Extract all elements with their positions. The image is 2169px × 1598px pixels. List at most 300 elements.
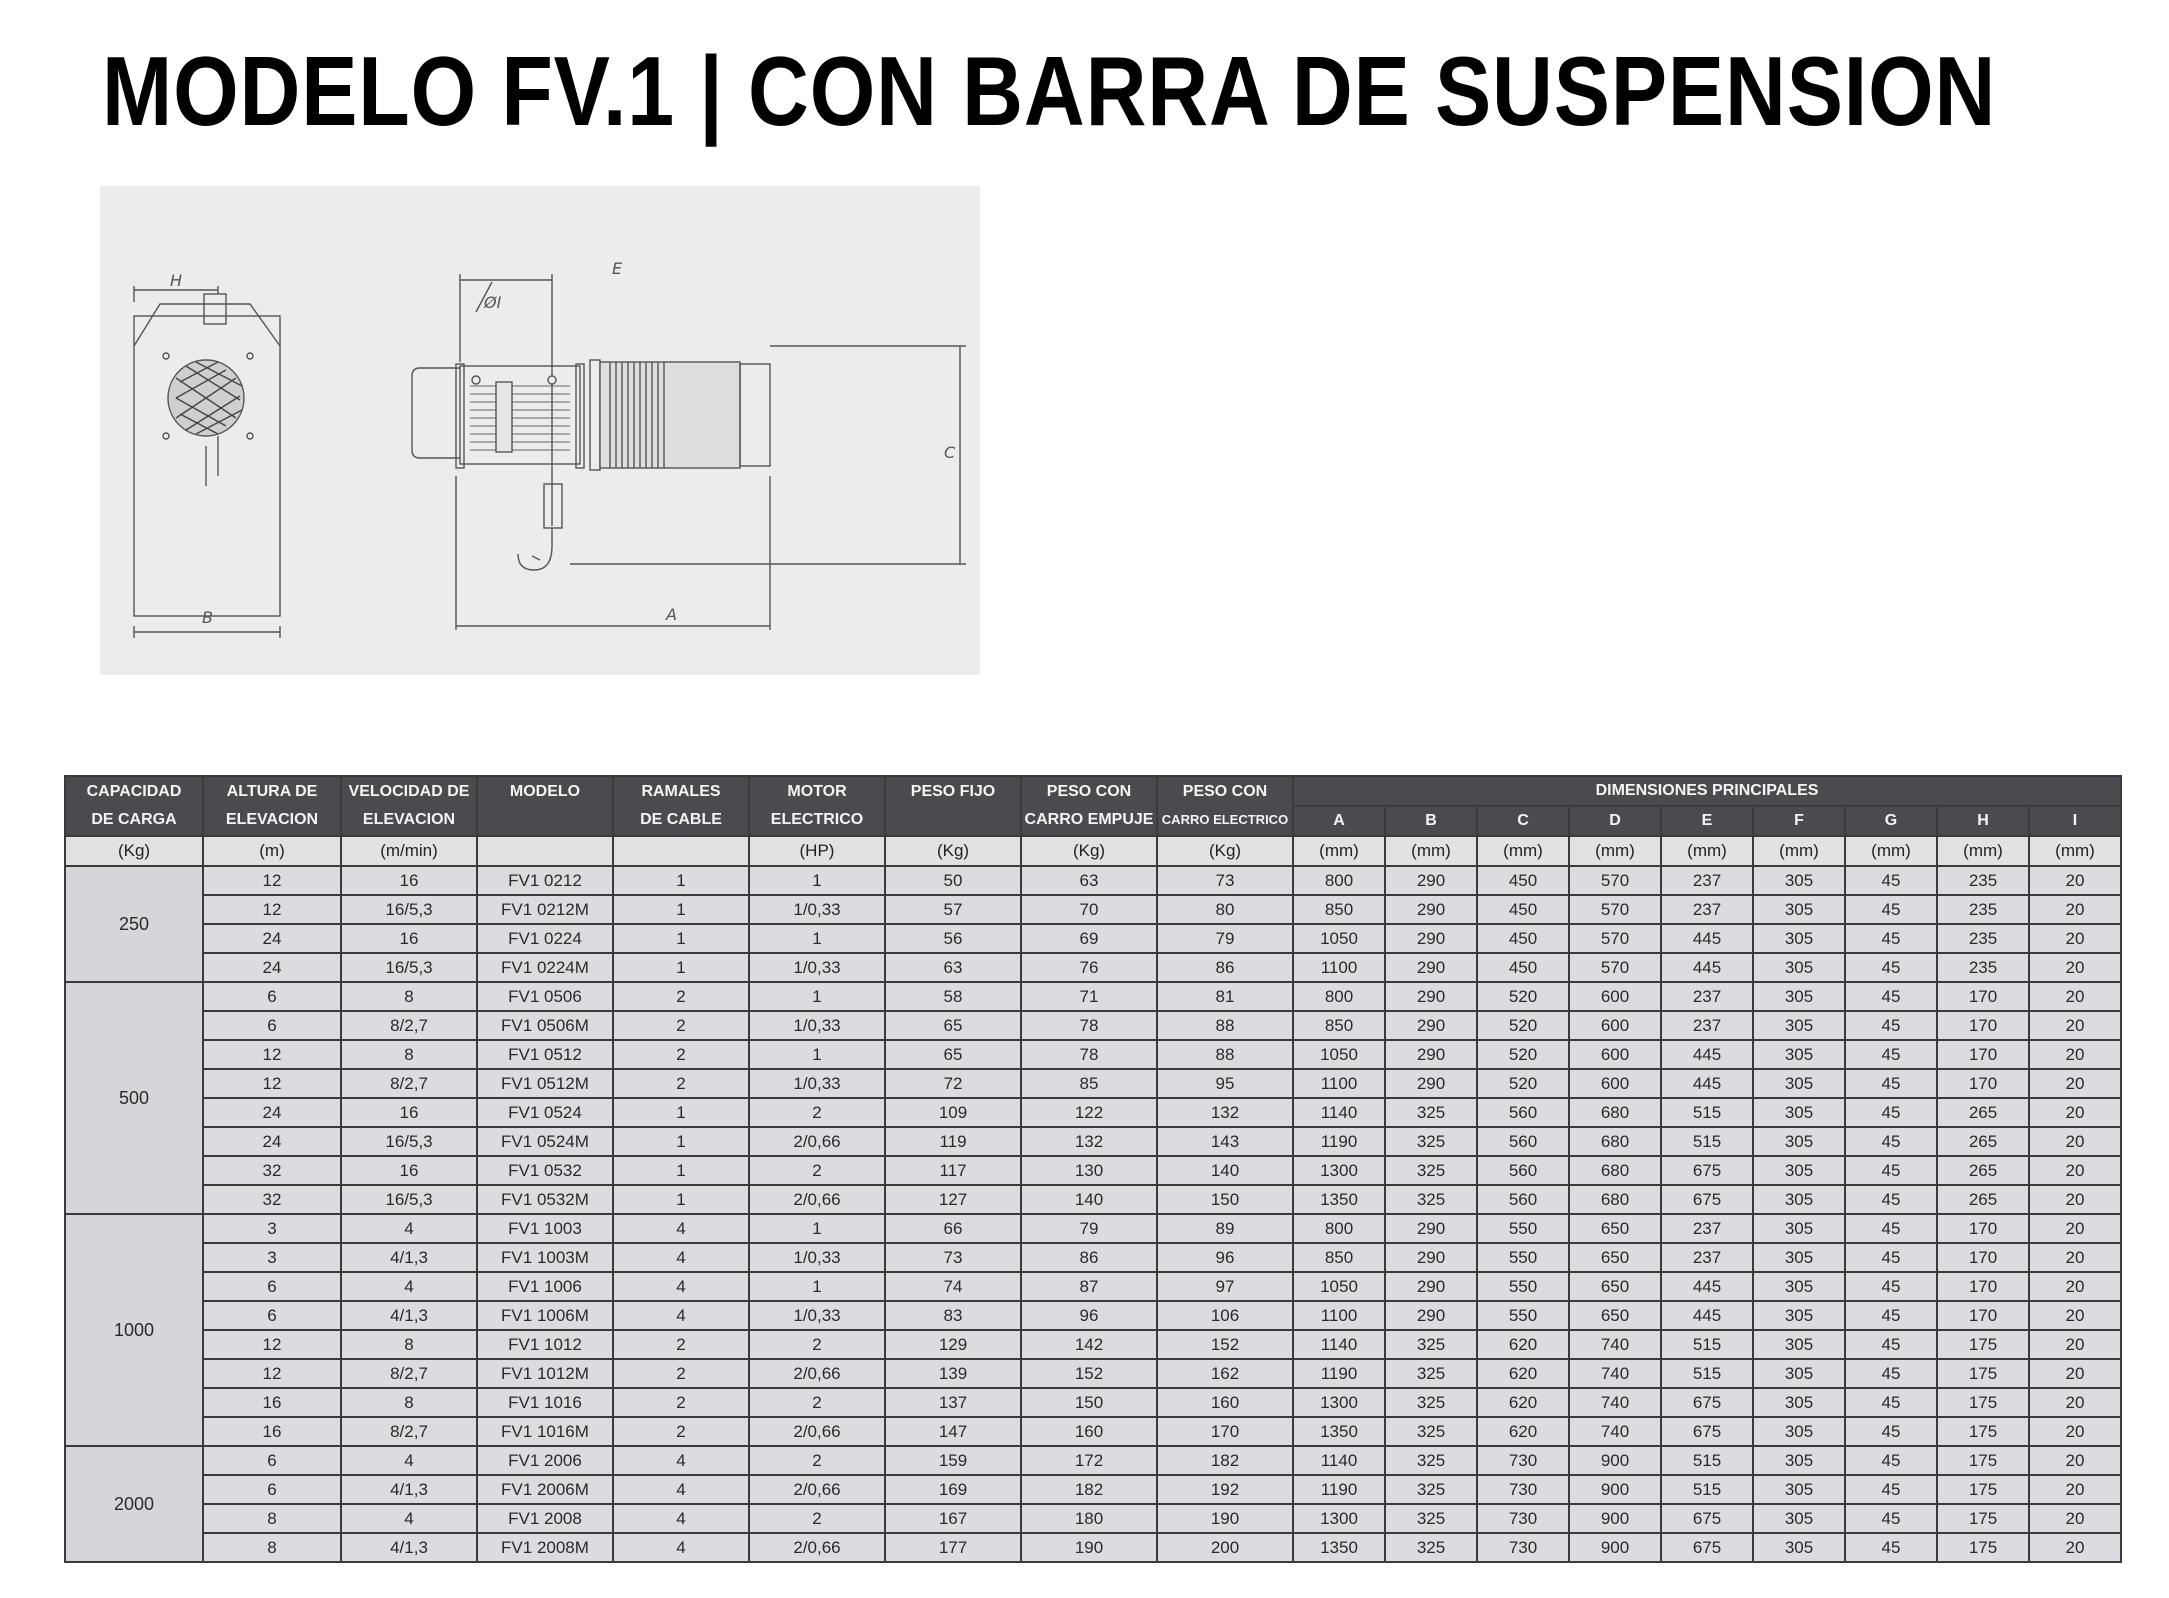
table-cell: 8/2,7: [341, 1011, 477, 1040]
table-cell: 900: [1569, 1475, 1661, 1504]
table-cell: 325: [1385, 1359, 1477, 1388]
table-cell: 290: [1385, 953, 1477, 982]
table-cell: 650: [1569, 1243, 1661, 1272]
table-cell: 4: [613, 1504, 749, 1533]
table-cell: 20: [2029, 1504, 2121, 1533]
table-cell: 4: [341, 1504, 477, 1533]
table-cell: 600: [1569, 1040, 1661, 1069]
table-cell: 290: [1385, 866, 1477, 895]
table-cell: 20: [2029, 1301, 2121, 1330]
table-cell: 1: [613, 895, 749, 924]
table-cell: 79: [1157, 924, 1293, 953]
table-cell: 1190: [1293, 1475, 1385, 1504]
table-cell: 170: [1937, 982, 2029, 1011]
table-cell: 20: [2029, 1417, 2121, 1446]
table-cell: FV1 1006: [477, 1272, 613, 1301]
table-cell: 2: [613, 1069, 749, 1098]
table-cell: 1190: [1293, 1359, 1385, 1388]
table-cell: FV1 0512: [477, 1040, 613, 1069]
table-cell: 1350: [1293, 1417, 1385, 1446]
table-cell: 570: [1569, 953, 1661, 982]
table-row: [65, 1417, 2121, 1446]
table-cell: FV1 1016: [477, 1388, 613, 1417]
table-cell: 16: [203, 1388, 341, 1417]
table-cell: FV1 2006: [477, 1446, 613, 1475]
table-cell: 675: [1661, 1533, 1753, 1562]
table-cell: 175: [1937, 1417, 2029, 1446]
table-row: [65, 1185, 2121, 1214]
table-cell: 550: [1477, 1272, 1569, 1301]
table-cell: 550: [1477, 1243, 1569, 1272]
table-cell: 45: [1845, 1127, 1937, 1156]
table-cell: 550: [1477, 1214, 1569, 1243]
capacity-cell: 500: [65, 982, 203, 1214]
table-cell: 45: [1845, 953, 1937, 982]
table-cell: 450: [1477, 924, 1569, 953]
dim-label-phi-i: ØI: [484, 293, 502, 312]
table-cell: FV1 1016M: [477, 1417, 613, 1446]
table-cell: 620: [1477, 1388, 1569, 1417]
table-cell: FV1 1006M: [477, 1301, 613, 1330]
table-cell: 66: [885, 1214, 1021, 1243]
table-cell: 12: [203, 1040, 341, 1069]
table-cell: 2: [613, 1359, 749, 1388]
table-cell: 20: [2029, 1388, 2121, 1417]
table-cell: 192: [1157, 1475, 1293, 1504]
table-cell: 45: [1845, 1533, 1937, 1562]
capacity-cell: 250: [65, 866, 203, 982]
table-cell: 1050: [1293, 924, 1385, 953]
table-cell: 24: [203, 1098, 341, 1127]
table-cell: 1: [749, 982, 885, 1011]
table-row: [65, 895, 2121, 924]
table-cell: 2/0,66: [749, 1359, 885, 1388]
table-cell: 65: [885, 1040, 1021, 1069]
table-cell: 265: [1937, 1185, 2029, 1214]
table-cell: 170: [1937, 1301, 2029, 1330]
table-cell: 4: [613, 1243, 749, 1272]
table-cell: 325: [1385, 1127, 1477, 1156]
table-cell: 4: [613, 1301, 749, 1330]
table-cell: 325: [1385, 1475, 1477, 1504]
table-cell: 132: [1021, 1127, 1157, 1156]
table-cell: 32: [203, 1185, 341, 1214]
table-row: [65, 924, 2121, 953]
table-cell: 97: [1157, 1272, 1293, 1301]
table-cell: 6: [203, 1011, 341, 1040]
table-cell: 550: [1477, 1301, 1569, 1330]
table-cell: 72: [885, 1069, 1021, 1098]
table-cell: 800: [1293, 1214, 1385, 1243]
table-row: [65, 1243, 2121, 1272]
table-cell: FV1 0532M: [477, 1185, 613, 1214]
table-cell: 16/5,3: [341, 895, 477, 924]
header-ramales: RAMALES DE CABLE: [613, 776, 749, 836]
table-cell: 190: [1157, 1504, 1293, 1533]
table-cell: 515: [1661, 1098, 1753, 1127]
table-cell: 45: [1845, 1446, 1937, 1475]
table-row: [65, 1011, 2121, 1040]
table-cell: 12: [203, 1069, 341, 1098]
table-cell: 570: [1569, 924, 1661, 953]
table-cell: 305: [1753, 895, 1845, 924]
table-cell: 6: [203, 1272, 341, 1301]
hoist-diagram: [100, 186, 980, 675]
table-cell: 20: [2029, 1156, 2121, 1185]
table-cell: 16: [203, 1417, 341, 1446]
header-dimensiones: DIMENSIONES PRINCIPALES: [1293, 776, 2121, 806]
table-cell: 450: [1477, 866, 1569, 895]
header-dim-i: I: [2029, 806, 2121, 836]
table-cell: 96: [1157, 1243, 1293, 1272]
table-row: [65, 1301, 2121, 1330]
table-cell: 520: [1477, 1011, 1569, 1040]
table-cell: 305: [1753, 1388, 1845, 1417]
table-cell: 730: [1477, 1504, 1569, 1533]
table-cell: 290: [1385, 1272, 1477, 1301]
table-cell: 160: [1021, 1417, 1157, 1446]
table-cell: 45: [1845, 1243, 1937, 1272]
table-cell: 570: [1569, 895, 1661, 924]
table-cell: 45: [1845, 1475, 1937, 1504]
table-cell: 2: [613, 1040, 749, 1069]
table-cell: 175: [1937, 1388, 2029, 1417]
table-cell: 8: [341, 1388, 477, 1417]
table-cell: FV1 2008M: [477, 1533, 613, 1562]
table-cell: 237: [1661, 1214, 1753, 1243]
table-cell: 20: [2029, 1011, 2121, 1040]
table-cell: 515: [1661, 1359, 1753, 1388]
table-cell: 2/0,66: [749, 1417, 885, 1446]
table-cell: 620: [1477, 1417, 1569, 1446]
table-cell: 305: [1753, 953, 1845, 982]
table-cell: 290: [1385, 1011, 1477, 1040]
table-cell: 170: [1937, 1214, 2029, 1243]
table-cell: 325: [1385, 1388, 1477, 1417]
table-cell: 16: [341, 924, 477, 953]
table-cell: 305: [1753, 1098, 1845, 1127]
table-cell: 235: [1937, 866, 2029, 895]
table-cell: 325: [1385, 1446, 1477, 1475]
table-cell: 265: [1937, 1127, 2029, 1156]
table-cell: 143: [1157, 1127, 1293, 1156]
table-row: [65, 1330, 2121, 1359]
table-cell: 1350: [1293, 1185, 1385, 1214]
table-cell: 305: [1753, 1243, 1845, 1272]
table-cell: 50: [885, 866, 1021, 895]
table-cell: 80: [1157, 895, 1293, 924]
table-cell: 150: [1021, 1388, 1157, 1417]
table-cell: 45: [1845, 1098, 1937, 1127]
table-cell: 8: [203, 1504, 341, 1533]
table-cell: 175: [1937, 1504, 2029, 1533]
table-cell: 16: [341, 1098, 477, 1127]
table-cell: 45: [1845, 1185, 1937, 1214]
table-cell: 45: [1845, 924, 1937, 953]
table-cell: FV1 1012M: [477, 1359, 613, 1388]
table-cell: 1/0,33: [749, 1069, 885, 1098]
table-cell: 20: [2029, 1359, 2121, 1388]
unit-cell: (mm): [2029, 836, 2121, 866]
table-cell: 4/1,3: [341, 1301, 477, 1330]
table-cell: 20: [2029, 1446, 2121, 1475]
table-cell: 95: [1157, 1069, 1293, 1098]
table-cell: 2: [749, 1388, 885, 1417]
table-cell: 237: [1661, 982, 1753, 1011]
table-cell: 450: [1477, 895, 1569, 924]
table-cell: 20: [2029, 1243, 2121, 1272]
table-cell: 63: [1021, 866, 1157, 895]
table-cell: 1300: [1293, 1504, 1385, 1533]
table-cell: 740: [1569, 1388, 1661, 1417]
table-cell: 650: [1569, 1272, 1661, 1301]
table-cell: FV1 0212: [477, 866, 613, 895]
table-cell: 740: [1569, 1330, 1661, 1359]
table-cell: 1050: [1293, 1272, 1385, 1301]
header-peso-fijo: PESO FIJO: [885, 776, 1021, 836]
table-cell: 850: [1293, 1011, 1385, 1040]
table-cell: 65: [885, 1011, 1021, 1040]
table-cell: 147: [885, 1417, 1021, 1446]
table-cell: 6: [203, 1446, 341, 1475]
table-cell: 235: [1937, 953, 2029, 982]
table-cell: 167: [885, 1504, 1021, 1533]
capacity-cell: 2000: [65, 1446, 203, 1562]
table-cell: 85: [1021, 1069, 1157, 1098]
table-cell: 620: [1477, 1330, 1569, 1359]
table-cell: FV1 0532: [477, 1156, 613, 1185]
table-cell: 850: [1293, 1243, 1385, 1272]
table-cell: 119: [885, 1127, 1021, 1156]
header-dim-f: F: [1753, 806, 1845, 836]
table-cell: 675: [1661, 1185, 1753, 1214]
table-cell: 570: [1569, 866, 1661, 895]
table-cell: 69: [1021, 924, 1157, 953]
table-row: [65, 1127, 2121, 1156]
table-cell: 1/0,33: [749, 1011, 885, 1040]
table-cell: 680: [1569, 1098, 1661, 1127]
table-cell: 32: [203, 1156, 341, 1185]
table-cell: 560: [1477, 1156, 1569, 1185]
table-cell: 96: [1021, 1301, 1157, 1330]
table-cell: 142: [1021, 1330, 1157, 1359]
table-cell: 1/0,33: [749, 953, 885, 982]
header-dim-d: D: [1569, 806, 1661, 836]
table-row: [65, 1359, 2121, 1388]
table-cell: 88: [1157, 1011, 1293, 1040]
table-cell: 106: [1157, 1301, 1293, 1330]
unit-cell: (m/min): [341, 836, 477, 866]
table-cell: 140: [1021, 1185, 1157, 1214]
header-dim-b: B: [1385, 806, 1477, 836]
table-cell: 63: [885, 953, 1021, 982]
table-cell: 237: [1661, 866, 1753, 895]
header-peso-electrico: PESO CON CARRO ELECTRICO: [1157, 776, 1293, 836]
table-cell: 325: [1385, 1504, 1477, 1533]
header-altura: ALTURA DE ELEVACION: [203, 776, 341, 836]
table-cell: 515: [1661, 1330, 1753, 1359]
table-cell: 680: [1569, 1127, 1661, 1156]
table-cell: 109: [885, 1098, 1021, 1127]
header-dim-g: G: [1845, 806, 1937, 836]
table-cell: 45: [1845, 1504, 1937, 1533]
header-motor: MOTOR ELECTRICO: [749, 776, 885, 836]
table-cell: FV1 2008: [477, 1504, 613, 1533]
table-cell: 290: [1385, 895, 1477, 924]
table-cell: 900: [1569, 1533, 1661, 1562]
table-cell: 2: [749, 1504, 885, 1533]
table-cell: 1: [613, 1127, 749, 1156]
table-cell: FV1 0506: [477, 982, 613, 1011]
table-cell: 20: [2029, 1475, 2121, 1504]
table-cell: 20: [2029, 953, 2121, 982]
table-cell: 45: [1845, 895, 1937, 924]
table-row: [65, 1475, 2121, 1504]
table-cell: 78: [1021, 1040, 1157, 1069]
table-cell: 16/5,3: [341, 1127, 477, 1156]
table-cell: 74: [885, 1272, 1021, 1301]
table-row: [65, 1156, 2121, 1185]
table-cell: 305: [1753, 1214, 1845, 1243]
unit-cell: (Kg): [885, 836, 1021, 866]
table-cell: 1100: [1293, 1069, 1385, 1098]
table-cell: 305: [1753, 1446, 1845, 1475]
table-cell: 305: [1753, 1330, 1845, 1359]
header-peso-empuje: PESO CON CARRO EMPUJE: [1021, 776, 1157, 836]
table-cell: 45: [1845, 1417, 1937, 1446]
table-cell: 1300: [1293, 1156, 1385, 1185]
table-cell: 170: [1937, 1243, 2029, 1272]
table-cell: 4: [613, 1446, 749, 1475]
table-row: [65, 1446, 2121, 1475]
table-row: [65, 953, 2121, 982]
table-cell: 122: [1021, 1098, 1157, 1127]
table-cell: 237: [1661, 1011, 1753, 1040]
table-cell: 1300: [1293, 1388, 1385, 1417]
table-cell: 235: [1937, 895, 2029, 924]
table-cell: 83: [885, 1301, 1021, 1330]
table-cell: FV1 0224: [477, 924, 613, 953]
table-cell: 325: [1385, 1098, 1477, 1127]
table-cell: 8/2,7: [341, 1069, 477, 1098]
page-title: MODELO FV.1 | CON BARRA DE SUSPENSION: [102, 36, 1997, 146]
table-cell: 137: [885, 1388, 1021, 1417]
front-view-frame: [460, 366, 580, 464]
table-cell: 170: [1937, 1040, 2029, 1069]
capacity-cell: 1000: [65, 1214, 203, 1446]
table-cell: 20: [2029, 866, 2121, 895]
table-cell: 16: [341, 1156, 477, 1185]
unit-cell: (mm): [1293, 836, 1385, 866]
table-cell: 160: [1157, 1388, 1293, 1417]
table-cell: 20: [2029, 1127, 2121, 1156]
table-cell: 2/0,66: [749, 1185, 885, 1214]
table-cell: FV1 0512M: [477, 1069, 613, 1098]
table-cell: 130: [1021, 1156, 1157, 1185]
table-cell: 3: [203, 1243, 341, 1272]
table-cell: FV1 1003: [477, 1214, 613, 1243]
table-cell: 290: [1385, 1301, 1477, 1330]
table-cell: 12: [203, 1330, 341, 1359]
table-cell: 8: [203, 1533, 341, 1562]
table-cell: 730: [1477, 1446, 1569, 1475]
table-cell: 650: [1569, 1214, 1661, 1243]
table-cell: 290: [1385, 1243, 1477, 1272]
specifications-table: [64, 775, 2122, 1563]
table-cell: 129: [885, 1330, 1021, 1359]
table-cell: 1: [749, 1272, 885, 1301]
table-cell: 325: [1385, 1533, 1477, 1562]
table-cell: 45: [1845, 1359, 1937, 1388]
spec-table-container: [64, 775, 2122, 1563]
table-cell: FV1 1003M: [477, 1243, 613, 1272]
table-cell: 2/0,66: [749, 1475, 885, 1504]
table-cell: 1: [613, 1156, 749, 1185]
table-cell: FV1 2006M: [477, 1475, 613, 1504]
table-cell: 1/0,33: [749, 1243, 885, 1272]
table-cell: 600: [1569, 982, 1661, 1011]
table-row: [65, 1272, 2121, 1301]
table-cell: 450: [1477, 953, 1569, 982]
table-cell: 900: [1569, 1446, 1661, 1475]
table-cell: 2: [613, 1388, 749, 1417]
unit-cell: (HP): [749, 836, 885, 866]
table-cell: 56: [885, 924, 1021, 953]
table-cell: 1/0,33: [749, 1301, 885, 1330]
table-cell: 4: [613, 1475, 749, 1504]
table-cell: 1100: [1293, 1301, 1385, 1330]
table-cell: 175: [1937, 1359, 2029, 1388]
table-cell: 305: [1753, 924, 1845, 953]
table-cell: 290: [1385, 924, 1477, 953]
table-cell: 182: [1157, 1446, 1293, 1475]
table-cell: 45: [1845, 1040, 1937, 1069]
table-cell: 8: [341, 982, 477, 1011]
table-cell: 2: [749, 1156, 885, 1185]
table-cell: 560: [1477, 1185, 1569, 1214]
table-cell: 560: [1477, 1127, 1569, 1156]
table-cell: 4: [613, 1214, 749, 1243]
table-cell: 730: [1477, 1533, 1569, 1562]
table-cell: 445: [1661, 1069, 1753, 1098]
table-cell: 305: [1753, 982, 1845, 1011]
table-cell: 600: [1569, 1011, 1661, 1040]
table-cell: 305: [1753, 1359, 1845, 1388]
table-cell: 290: [1385, 1040, 1477, 1069]
table-cell: 4: [341, 1214, 477, 1243]
table-cell: 76: [1021, 953, 1157, 982]
table-cell: 730: [1477, 1475, 1569, 1504]
table-cell: 180: [1021, 1504, 1157, 1533]
table-cell: 12: [203, 1359, 341, 1388]
table-cell: 152: [1021, 1359, 1157, 1388]
table-cell: 290: [1385, 982, 1477, 1011]
table-cell: 445: [1661, 1301, 1753, 1330]
table-cell: 740: [1569, 1359, 1661, 1388]
table-cell: 177: [885, 1533, 1021, 1562]
table-cell: 170: [1157, 1417, 1293, 1446]
table-cell: 73: [885, 1243, 1021, 1272]
table-cell: 680: [1569, 1156, 1661, 1185]
table-cell: 175: [1937, 1330, 2029, 1359]
table-cell: 8/2,7: [341, 1359, 477, 1388]
table-cell: 800: [1293, 866, 1385, 895]
table-cell: 159: [885, 1446, 1021, 1475]
unit-cell: (mm): [1569, 836, 1661, 866]
table-cell: 4: [613, 1533, 749, 1562]
table-cell: 1/0,33: [749, 895, 885, 924]
table-cell: 152: [1157, 1330, 1293, 1359]
